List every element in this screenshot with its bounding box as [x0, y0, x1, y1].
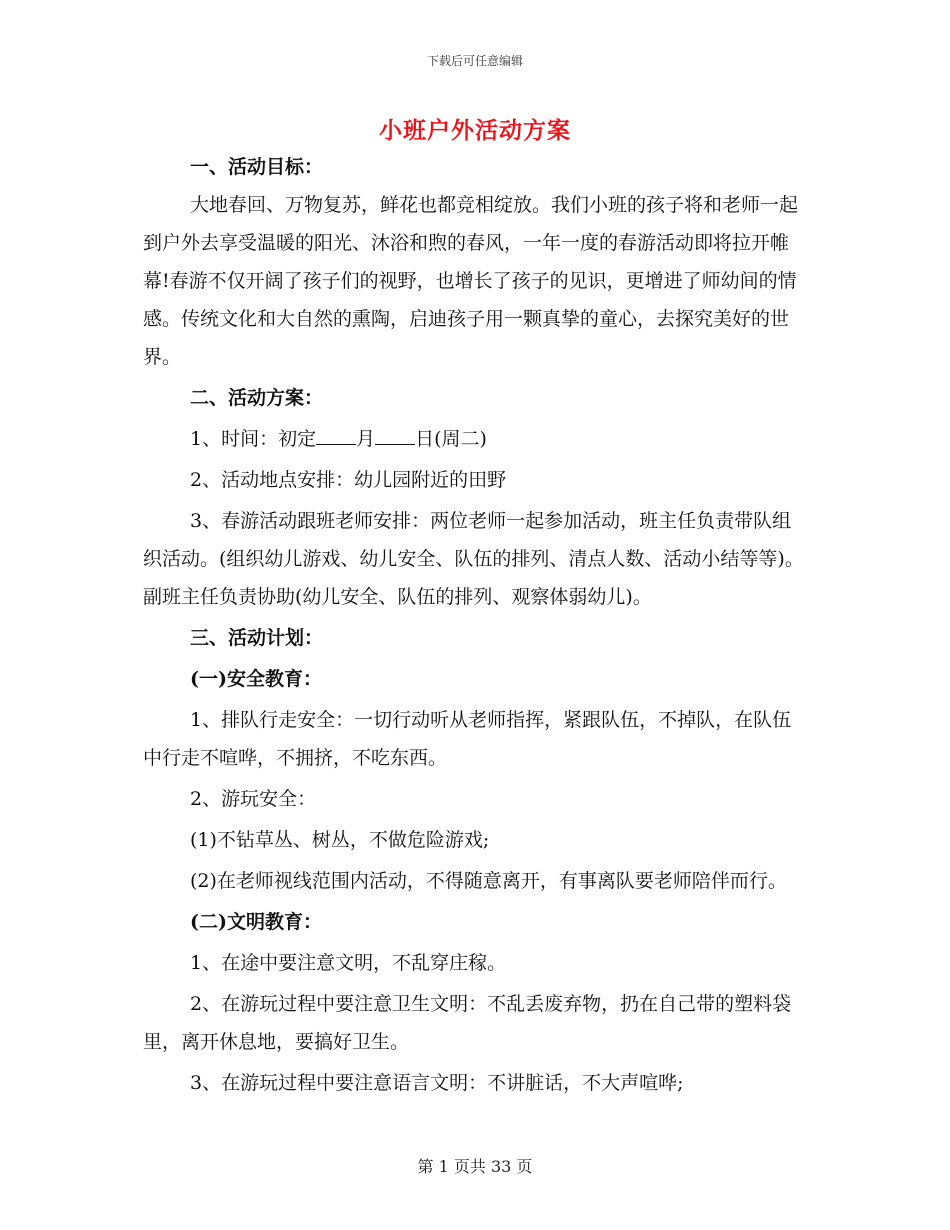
document-title: 小班户外活动方案 [379, 117, 571, 144]
safety-subitem-1: (1)不钻草丛、树丛，不做危险游戏; [190, 829, 490, 851]
safety-item-play: 2、游玩安全： [190, 788, 317, 810]
time-line [143, 420, 808, 458]
goals-paragraph: 大地春回、万物复苏，鲜花也都竞相绽放。我们小班的孩子将和老师一起到户外去享受温暖的阳光、沐浴和煦的春风，一年一度的春游活动即将拉开帷幕!春游不仅开阔了孩子们的视野，也增长了孩子的见识，更增进了师幼间的情感。传统文化和大自然的熏陶，启迪孩子用一颗真挚的童心，去探究美好的世界。 [143, 194, 799, 368]
subsection-heading-civility: (二)文明教育： [190, 911, 322, 933]
safety-subitem-2: (2)在老师视线范围内活动，不得随意离开，有事离队要老师陪伴而行。 [190, 870, 787, 892]
time-day: 日(周二) [415, 428, 487, 450]
day-blank [375, 424, 415, 445]
section-heading-plan: 二、活动方案： [190, 387, 324, 409]
month-blank [316, 424, 356, 445]
section-heading-goals: 一、活动目标： [190, 156, 324, 178]
civility-item-3: 3、在游玩过程中要注意语言文明：不讲脏话，不大声喧哗; [190, 1072, 684, 1094]
section-heading-schedule: 三、活动计划： [190, 627, 324, 649]
time-prefix: 1、时间：初定 [190, 428, 317, 450]
civility-item-1: 1、在途中要注意文明，不乱穿庄稼。 [190, 952, 507, 974]
page-header-note: 下载后可任意编辑 [426, 54, 523, 68]
subsection-heading-safety: (一)安全教育： [190, 668, 322, 690]
teachers-paragraph: 3、春游活动跟班老师安排：两位老师一起参加活动，班主任负责带队组织活动。(组织幼儿游戏、幼儿安全、队伍的排列、清点人数、活动小结等等)。副班主任负责协助(幼儿安全、队伍的排列、观察体弱幼儿)。 [143, 510, 804, 608]
civility-item-2: 2、在游玩过程中要注意卫生文明：不乱丢废弃物，扔在自己带的塑料袋里，离开休息地，要搞好卫生。 [143, 993, 792, 1053]
location-line: 2、活动地点安排：幼儿园附近的田野 [190, 469, 507, 491]
safety-item-queue: 1、排队行走安全：一切行动听从老师指挥，紧跟队伍，不掉队，在队伍中行走不喧哗，不拥挤，不吃东西。 [143, 709, 792, 769]
document-body [143, 148, 808, 1102]
time-month: 月 [356, 428, 376, 450]
page-number: 第 1 页共 33 页 [417, 1157, 533, 1176]
